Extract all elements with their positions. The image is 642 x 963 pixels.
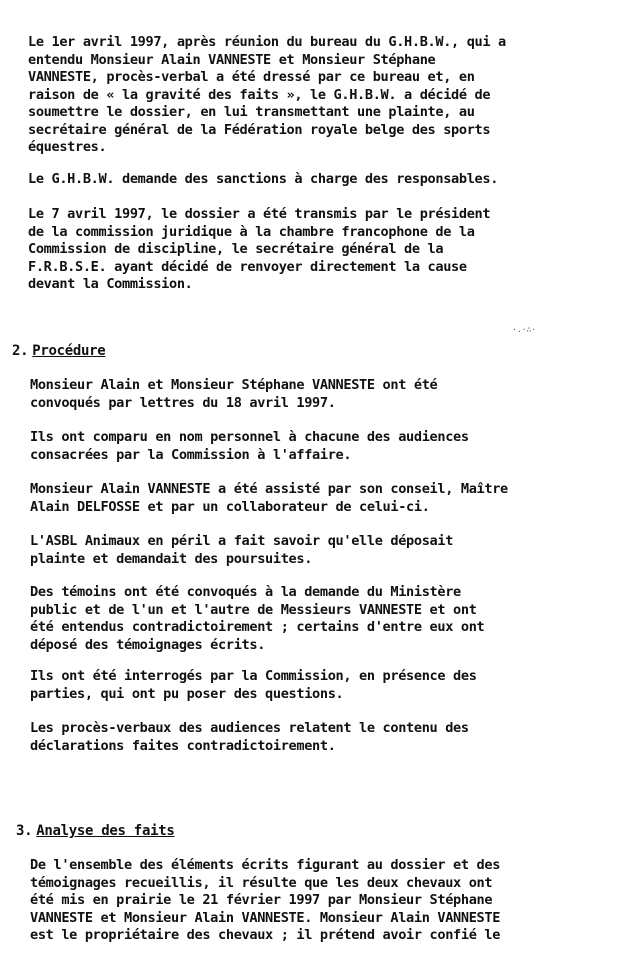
procedure-paragraph-convocation: Monsieur Alain et Monsieur Stéphane VANNESTE ont été convoqués par lettres du 18 avril 1997.	[30, 377, 438, 411]
intro-paragraph-sanctions: Le G.H.B.W. demande des sanctions à charge des responsables.	[28, 171, 499, 187]
procedure-paragraph-appearance: Ils ont comparu en nom personnel à chacune des audiences consacrées par la Commission à l'affaire.	[30, 429, 469, 463]
procedure-paragraph-questioning: Ils ont été interrogés par la Commission, en présence des parties, qui ont pu poser des questions.	[30, 668, 477, 702]
procedure-paragraph-minutes: Les procès-verbaux des audiences relatent le contenu des déclarations faites contradictoirement.	[30, 720, 469, 754]
scan-speck: ·.·∴·	[512, 325, 537, 334]
section-number: 2.	[12, 343, 29, 359]
intro-paragraph-transmission: Le 7 avril 1997, le dossier a été transmis par le président de la commission juridique à la chambre francophone de la Commission de discipline, le secrétaire général de la F.R.B.S.E. ayant décidé de renvoyer directement la cause devant la Commission.	[28, 206, 491, 292]
analysis-paragraph-facts: De l'ensemble des éléments écrits figurant au dossier et des témoignages recueillis, il résulte que les deux chevaux ont été mis en prairie le 21 février 1997 par Monsieur Stéphane VANNESTE et Monsieur Alain VANNESTE. Monsieur Alain VANNESTE est le propriétaire des chevaux ; il prétend avoir confié le	[30, 857, 501, 943]
procedure-paragraph-witnesses: Des témoins ont été convoqués à la demande du Ministère public et de l'un et l'autre de Messieurs VANNESTE et ont été entendus contradictoirement ; certains d'entre eux ont déposé des témoignages écrits.	[30, 584, 485, 653]
section-heading-procedure	[12, 342, 105, 360]
procedure-paragraph-counsel: Monsieur Alain VANNESTE a été assisté par son conseil, Maître Alain DELFOSSE et par un collaborateur de celui-ci.	[30, 481, 508, 515]
section-title: Procédure	[32, 343, 106, 359]
section-title: Analyse des faits	[36, 823, 175, 839]
procedure-paragraph-asbl: L'ASBL Animaux en péril a fait savoir qu'elle déposait plainte et demandait des poursuites.	[30, 533, 454, 567]
section-number: 3.	[16, 823, 33, 839]
intro-paragraph-complaint: Le 1er avril 1997, après réunion du bureau du G.H.B.W., qui a entendu Monsieur Alain VANNESTE et Monsieur Stéphane VANNESTE, procès-verbal a été dressé par ce bureau et, en raison de « la gravité des faits », le G.H.B.W. a décidé de soumettre le dossier, en lui transmettant une plainte, au secrétaire général de la Fédération royale belge des sports équestres.	[28, 34, 506, 155]
section-heading-analysis	[16, 822, 174, 840]
